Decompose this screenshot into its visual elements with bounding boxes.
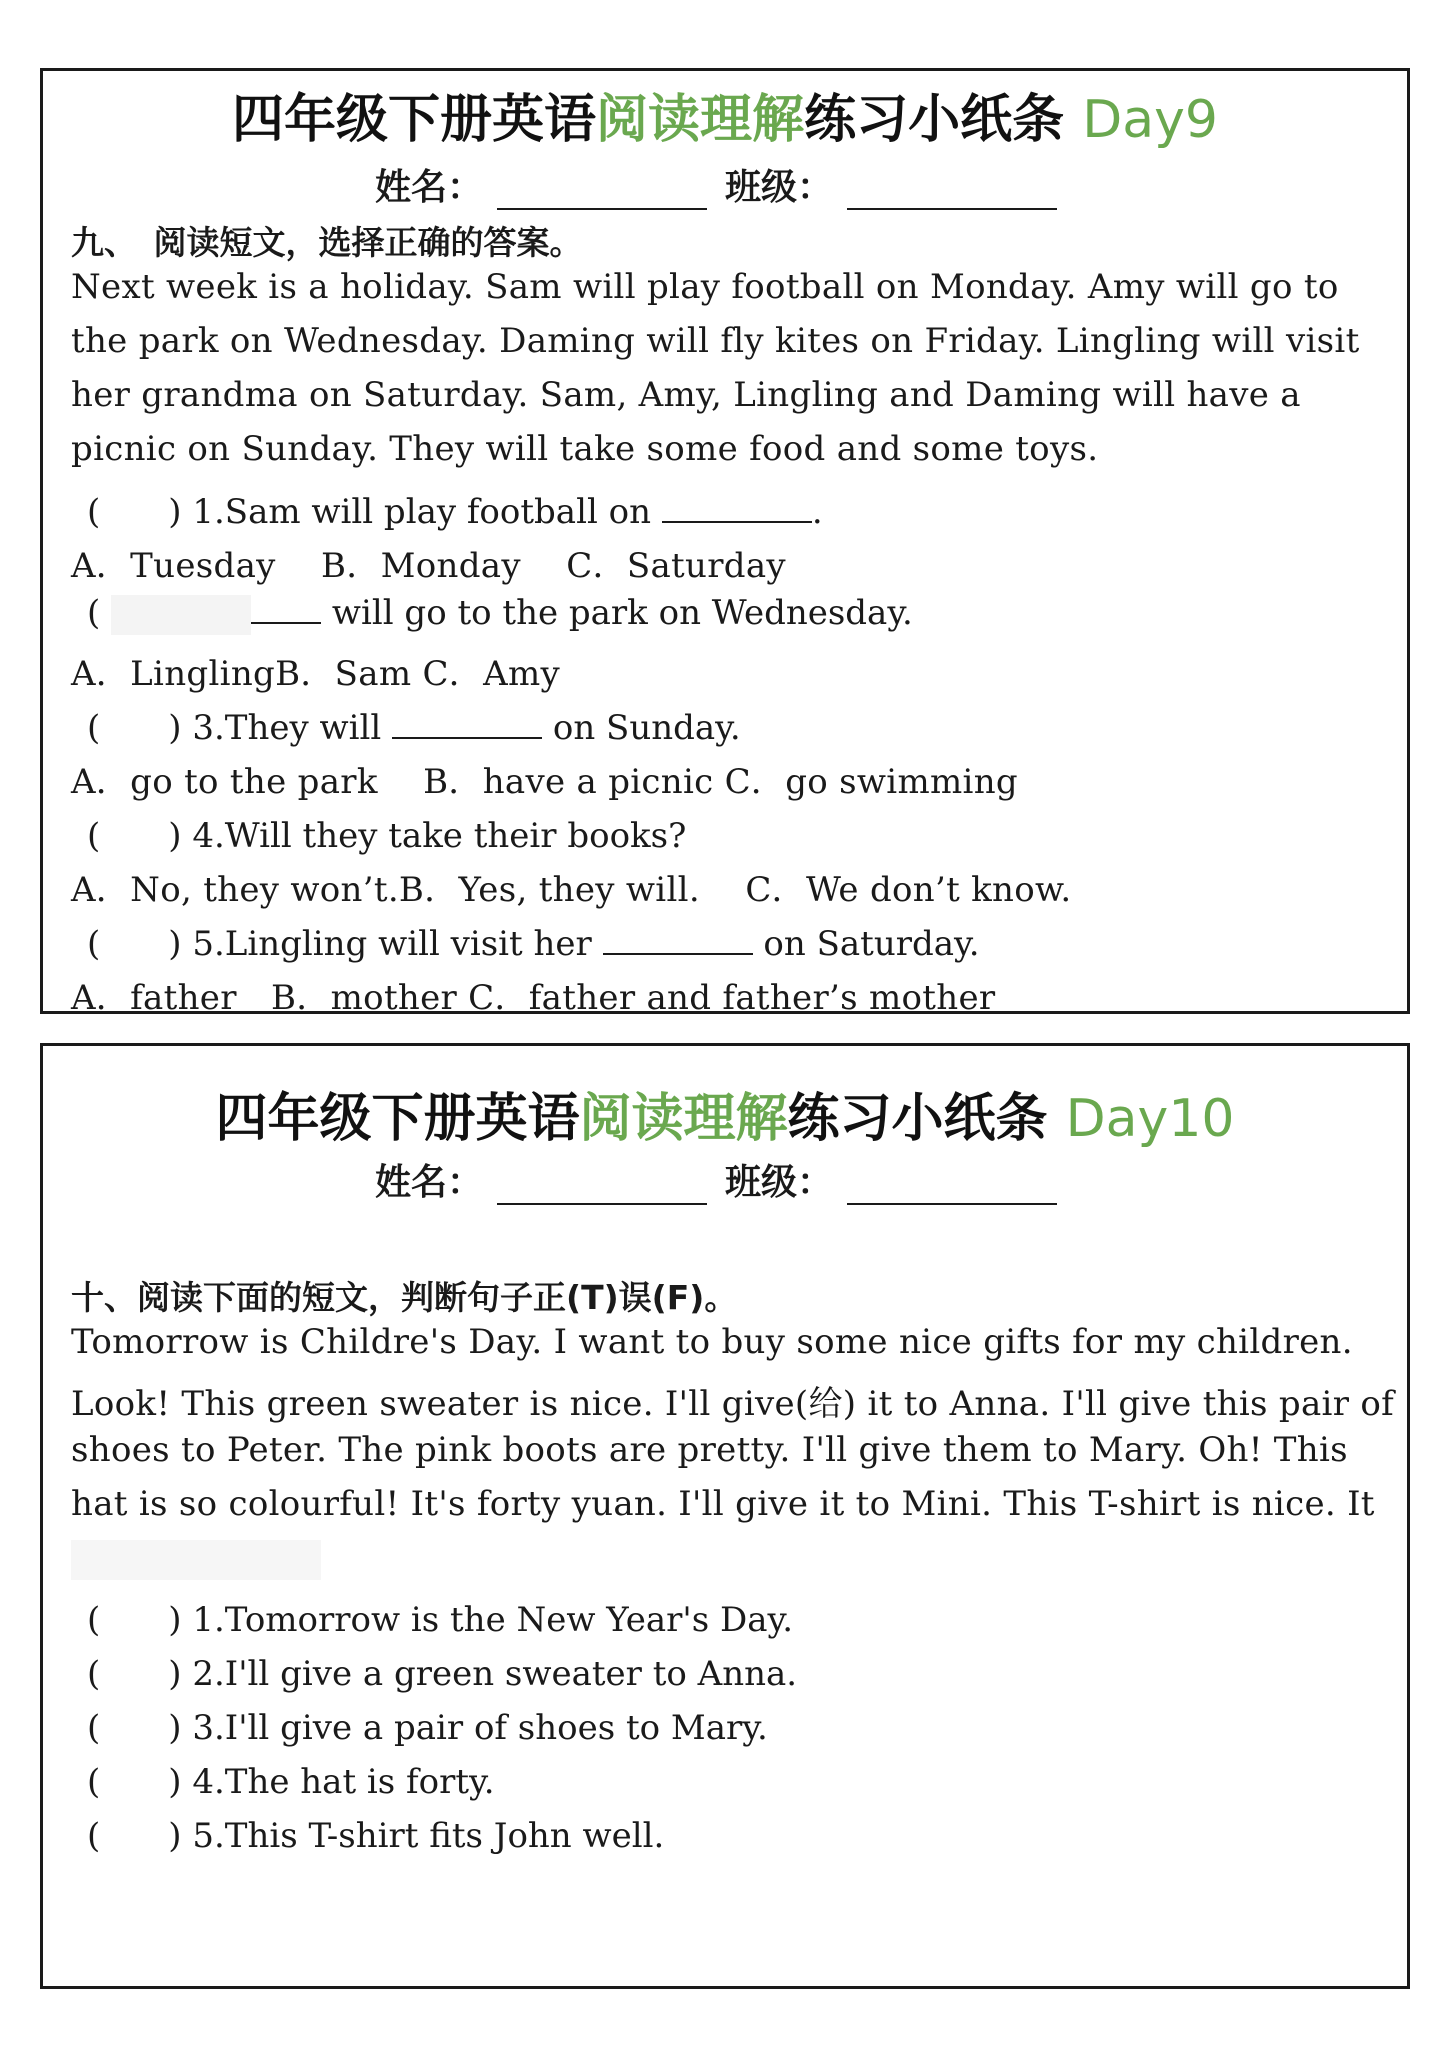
- answer-paren[interactable]: ( ): [87, 1600, 182, 1640]
- question-4: [87, 808, 686, 857]
- obscured-area: [71, 1540, 321, 1580]
- class-blank[interactable]: [847, 178, 1057, 210]
- answer-blank[interactable]: [603, 923, 753, 955]
- question-text: .: [811, 492, 823, 532]
- answer-blank[interactable]: [662, 491, 812, 523]
- class-label: 班级：: [725, 167, 834, 208]
- answer-paren[interactable]: ( ): [87, 1708, 182, 1748]
- name-class-row: [43, 159, 1407, 210]
- title-part: 练习小纸条: [787, 1089, 1048, 1149]
- name-blank[interactable]: [497, 1173, 707, 1205]
- title-day: Day10: [1065, 1089, 1235, 1149]
- question-1: [87, 484, 823, 533]
- question-text: 5.Lingling will visit her: [192, 924, 592, 964]
- options-row: A．father B．mother C．father and father’s mother: [71, 978, 996, 1014]
- question-text: 1.Tomorrow is the New Year's Day.: [192, 1600, 794, 1640]
- section-heading: 十、阅读下面的短文，判断句子正(T)误(F)。: [71, 1278, 738, 1317]
- answer-paren[interactable]: ( ): [87, 1654, 182, 1694]
- title-part: 练习小纸条: [804, 90, 1065, 150]
- passage-line: Next week is a holiday. Sam will play football on Monday. Amy will go to: [71, 267, 1339, 307]
- name-blank[interactable]: [497, 178, 707, 210]
- passage-line: Look! This green sweater is nice. I'll give(给) it to Anna. I'll give this pair of: [71, 1384, 1395, 1424]
- tf-question-2: [87, 1646, 797, 1695]
- title-highlight: 阅读理解: [579, 1089, 788, 1149]
- answer-paren[interactable]: ( ): [87, 708, 182, 748]
- question-5: [87, 916, 980, 965]
- answer-blank[interactable]: [251, 592, 321, 624]
- title-day: Day9: [1082, 90, 1218, 150]
- question-2: [87, 592, 913, 635]
- section-heading: 九、 阅读短文，选择正确的答案。: [71, 223, 583, 262]
- answer-blank[interactable]: [392, 707, 542, 739]
- worksheet-day9: [40, 68, 1410, 1014]
- worksheet-title: [43, 1076, 1407, 1151]
- question-text: 1.Sam will play football on: [192, 492, 651, 532]
- passage-line: Tomorrow is Childre's Day. I want to buy some nice gifts for my children.: [71, 1322, 1353, 1362]
- title-part: 四年级下册英语: [215, 1089, 580, 1149]
- name-label: 姓名：: [374, 167, 483, 208]
- passage-line: the park on Wednesday. Daming will fly kites on Friday. Lingling will visit: [71, 321, 1360, 361]
- question-text: 2.I'll give a green sweater to Anna.: [192, 1654, 798, 1694]
- question-text: 4.The hat is forty.: [192, 1762, 495, 1802]
- question-text: 4.Will they take their books?: [192, 816, 687, 856]
- answer-paren[interactable]: (: [87, 593, 101, 633]
- answer-paren[interactable]: ( ): [87, 1816, 182, 1856]
- passage-line: shoes to Peter. The pink boots are pretty. I'll give them to Mary. Oh! This: [71, 1430, 1348, 1470]
- question-text: 5.This T-shirt fits John well.: [192, 1816, 665, 1856]
- question-text: will go to the park on Wednesday.: [331, 593, 913, 633]
- question-text: on Sunday.: [552, 708, 741, 748]
- name-class-row: [43, 1154, 1407, 1205]
- question-text: 3.They will: [192, 708, 382, 748]
- answer-paren[interactable]: ( ): [87, 924, 182, 964]
- answer-paren[interactable]: ( ): [87, 1762, 182, 1802]
- options-row: A．go to the park B．have a picnic C．go swimming: [71, 762, 1018, 802]
- title-part: 四年级下册英语: [232, 90, 597, 150]
- obscured-area: [111, 595, 251, 635]
- name-label: 姓名：: [374, 1162, 483, 1203]
- passage-line: hat is so colourful! It's forty yuan. I'll give it to Mini. This T-shirt is nice. It: [71, 1484, 1375, 1524]
- answer-paren[interactable]: ( ): [87, 816, 182, 856]
- options-row: A．LinglingB．Sam C．Amy: [71, 654, 560, 694]
- passage-line: her grandma on Saturday. Sam, Amy, Lingling and Daming will have a: [71, 375, 1301, 415]
- tf-question-4: [87, 1754, 495, 1803]
- question-3: [87, 700, 741, 749]
- class-label: 班级：: [725, 1162, 834, 1203]
- tf-question-1: [87, 1592, 793, 1641]
- answer-paren[interactable]: ( ): [87, 492, 182, 532]
- title-highlight: 阅读理解: [596, 90, 805, 150]
- tf-question-5: [87, 1808, 664, 1857]
- options-row: A．No, they won’t.B．Yes, they will. C．We don’t know.: [71, 870, 1072, 910]
- question-text: on Saturday.: [763, 924, 980, 964]
- tf-question-3: [87, 1700, 768, 1749]
- worksheet-day10: [40, 1043, 1410, 1989]
- worksheet-title: [43, 77, 1407, 152]
- question-text: 3.I'll give a pair of shoes to Mary.: [192, 1708, 768, 1748]
- passage-line: picnic on Sunday. They will take some food and some toys.: [71, 429, 1099, 469]
- class-blank[interactable]: [847, 1173, 1057, 1205]
- options-row: A．Tuesday B．Monday C．Saturday: [71, 546, 786, 586]
